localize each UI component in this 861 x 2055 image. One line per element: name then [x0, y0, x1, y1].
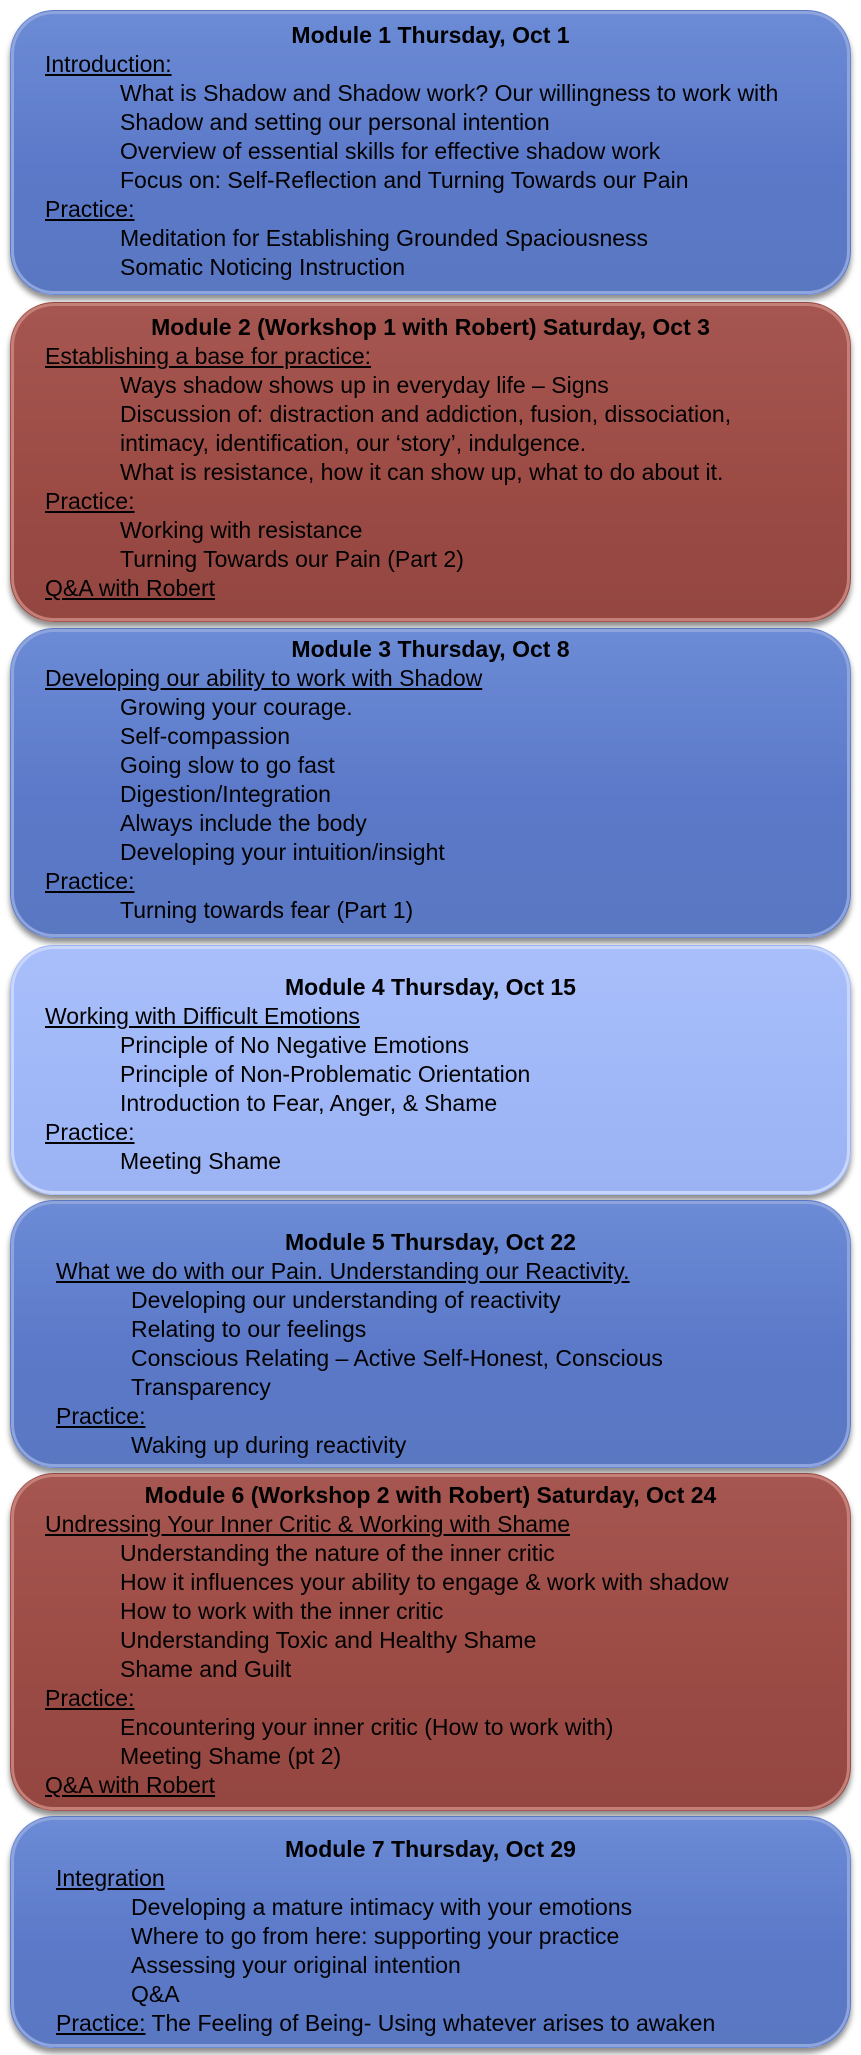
module-title: Module 4 Thursday, Oct 15: [285, 974, 576, 1000]
list-item: Meeting Shame: [120, 1148, 282, 1174]
qa-footer: Q&A with Robert: [45, 575, 216, 601]
section-heading: Working with Difficult Emotions: [45, 1003, 360, 1029]
list-item: Turning towards fear (Part 1): [120, 897, 414, 923]
list-item: Developing your intuition/insight: [120, 839, 445, 865]
list-item: Focus on: Self-Reflection and Turning Towards our Pain: [120, 167, 689, 193]
module-title: Module 6 (Workshop 2 with Robert) Saturday, Oct 24: [144, 1482, 717, 1508]
module-7-box: [10, 1816, 851, 2048]
list-item: Understanding the nature of the inner critic: [120, 1540, 555, 1566]
list-item: Transparency: [131, 1374, 271, 1400]
list-item: Understanding Toxic and Healthy Shame: [120, 1627, 537, 1653]
module-title: Module 1 Thursday, Oct 1: [291, 22, 570, 48]
list-item: Somatic Noticing Instruction: [120, 254, 406, 280]
list-item: What is Shadow and Shadow work? Our willingness to work with: [120, 80, 779, 106]
list-item: Principle of Non-Problematic Orientation: [120, 1061, 531, 1087]
section-heading: Practice:: [56, 1403, 146, 1429]
module-title: Module 3 Thursday, Oct 8: [291, 636, 570, 662]
list-item: Ways shadow shows up in everyday life – Signs: [120, 372, 609, 398]
section-heading: Practice:: [45, 1685, 135, 1711]
practice-line: [56, 2009, 715, 2037]
practice-text: The Feeling of Being- Using whatever arises to awaken: [145, 2010, 716, 2036]
list-item: intimacy, identification, our ‘story’, indulgence.: [120, 430, 587, 456]
list-item: How it influences your ability to engage & work with shadow: [120, 1569, 729, 1595]
list-item: Meditation for Establishing Grounded Spaciousness: [120, 225, 649, 251]
module-title: Module 5 Thursday, Oct 22: [285, 1229, 576, 1255]
module-3-box: [10, 628, 851, 938]
section-heading: Practice:: [56, 2010, 146, 2036]
list-item: Self-compassion: [120, 723, 291, 749]
list-item: Going slow to go fast: [120, 752, 335, 778]
list-item: Developing our understanding of reactivity: [131, 1287, 561, 1313]
list-item: Turning Towards our Pain (Part 2): [120, 546, 464, 572]
module-title: Module 2 (Workshop 1 with Robert) Saturday, Oct 3: [151, 314, 710, 340]
module-4-box: [10, 945, 851, 1195]
list-item: What is resistance, how it can show up, what to do about it.: [120, 459, 724, 485]
list-item: How to work with the inner critic: [120, 1598, 444, 1624]
section-heading: Practice:: [45, 488, 135, 514]
section-heading: Practice:: [45, 868, 135, 894]
list-item: Developing a mature intimacy with your emotions: [131, 1894, 633, 1920]
section-heading: Practice:: [45, 1119, 135, 1145]
qa-footer: Q&A with Robert: [45, 1772, 216, 1798]
section-heading: Undressing Your Inner Critic & Working with Shame: [45, 1511, 570, 1537]
list-item: Waking up during reactivity: [131, 1432, 407, 1458]
section-heading: Integration: [56, 1865, 165, 1891]
module-title: Module 7 Thursday, Oct 29: [285, 1836, 576, 1862]
section-heading: Practice:: [45, 196, 135, 222]
list-item: Where to go from here: supporting your practice: [131, 1923, 620, 1949]
section-heading: Introduction:: [45, 51, 172, 77]
list-item: Principle of No Negative Emotions: [120, 1032, 469, 1058]
list-item: Overview of essential skills for effective shadow work: [120, 138, 661, 164]
section-heading: Developing our ability to work with Shadow: [45, 665, 483, 691]
list-item: Q&A: [131, 1981, 180, 2007]
module-6-box: [10, 1473, 851, 1811]
list-item: Growing your courage.: [120, 694, 353, 720]
list-item: Digestion/Integration: [120, 781, 331, 807]
list-item: Discussion of: distraction and addiction, fusion, dissociation,: [120, 401, 732, 427]
list-item: Encountering your inner critic (How to work with): [120, 1714, 614, 1740]
list-item: Shame and Guilt: [120, 1656, 292, 1682]
section-heading: What we do with our Pain. Understanding our Reactivity.: [56, 1258, 630, 1284]
list-item: Working with resistance: [120, 517, 363, 543]
section-heading: Establishing a base for practice:: [45, 343, 372, 369]
list-item: Relating to our feelings: [131, 1316, 367, 1342]
list-item: Always include the body: [120, 810, 367, 836]
module-1-box: [10, 10, 851, 295]
module-2-box: [10, 302, 851, 622]
list-item: Assessing your original intention: [131, 1952, 461, 1978]
list-item: Introduction to Fear, Anger, & Shame: [120, 1090, 498, 1116]
module-5-box: [10, 1200, 851, 1468]
list-item: Conscious Relating – Active Self-Honest, Conscious: [131, 1345, 663, 1371]
list-item: Shadow and setting our personal intention: [120, 109, 550, 135]
list-item: Meeting Shame (pt 2): [120, 1743, 342, 1769]
